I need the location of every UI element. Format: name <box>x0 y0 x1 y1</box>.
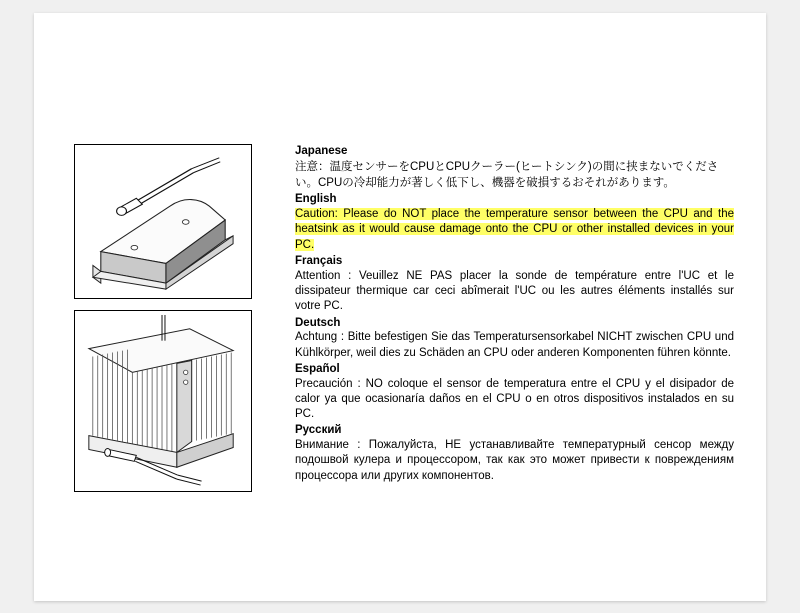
section-russian <box>295 423 734 484</box>
section-english <box>295 192 734 253</box>
document-page <box>34 13 766 601</box>
section-body-espanol: Precaución : NO coloque el sensor de temperatura entre el CPU y el disipador de calor ya que ocasionaría daños en el CPU o en otros dispositivos instalados en su PC. <box>295 377 734 421</box>
section-japanese <box>295 144 734 191</box>
section-heading-francais: Français <box>295 254 343 267</box>
figure-cpu-heatsink-sensor-diagram-top <box>74 144 252 299</box>
section-heading-english: English <box>295 193 337 206</box>
section-body-japanese: 注意：温度センサーをCPUとCPUクーラー(ヒートシンク)の間に挟まないでください。CPUの冷却能力が著しく低下し、機器を破損するおそれがあります。 <box>295 160 719 190</box>
highlighted-caution-text: Caution: Please do NOT place the temperature sensor between the CPU and the heatsink as it would cause damage onto the CPU or other installed devices in your PC. <box>295 208 734 251</box>
section-body-english <box>295 207 734 253</box>
section-heading-espanol: Español <box>295 362 340 375</box>
multilingual-caution-text <box>295 144 734 485</box>
section-espanol <box>295 362 734 423</box>
section-body-deutsch: Achtung : Bitte befestigen Sie das Temperatursensorkabel NICHT zwischen CPU und Kühlkörper, weil dies zu Schäden an CPU oder anderen Komponenten führen könnte. <box>295 331 734 359</box>
section-heading-deutsch: Deutsch <box>295 316 341 329</box>
figure-column <box>74 144 254 492</box>
section-body-russian: Внимание : Пожалуйста, НЕ устанавливайте температурный сенсор между подошвой кулера и процессором, так как это может привести к повреждениям процессора или других компонентов. <box>295 439 734 482</box>
section-heading-russian: Русский <box>295 424 342 437</box>
section-heading-japanese: Japanese <box>295 145 348 157</box>
figure-heatsink-fins-sensor-diagram-bottom <box>74 310 252 492</box>
section-deutsch <box>295 316 734 361</box>
section-body-francais: Attention : Veuillez NE PAS placer la sonde de température entre l'UC et le dissipateur thermique car ceci abîmerait l'UC ou les autres éléments installés sur votre PC. <box>295 269 734 313</box>
section-francais <box>295 254 734 315</box>
